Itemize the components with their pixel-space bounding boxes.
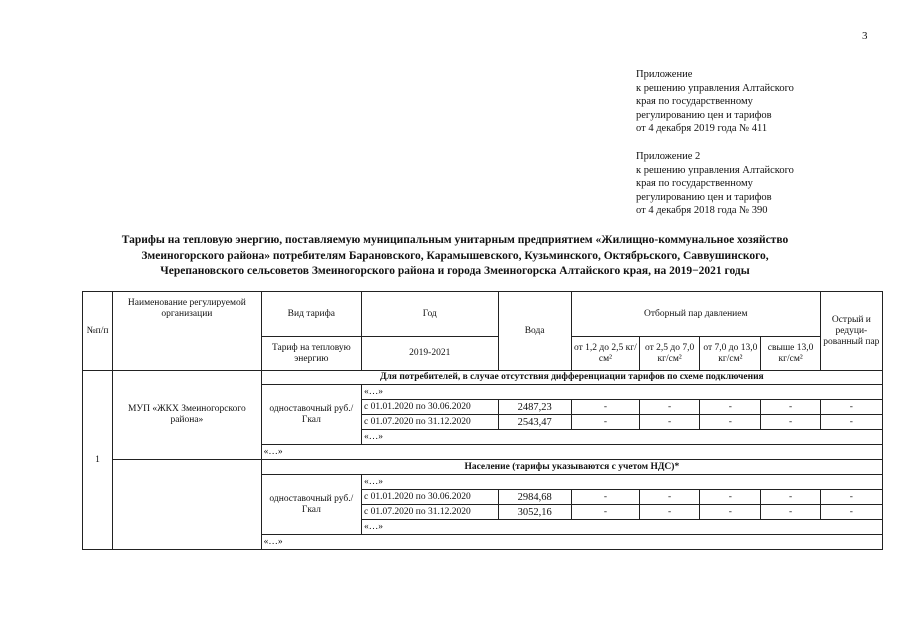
dash-cell: - <box>820 505 882 520</box>
ellipsis-row: «…» <box>362 430 883 445</box>
dash-cell: - <box>571 505 639 520</box>
appendix-2-line: Приложение 2 <box>636 151 701 162</box>
tariff-unit: одноставочный руб./Гкал <box>261 475 361 535</box>
title-line: Змеиногорского района» потребителям Барановского, Карамышевского, Кузьминского, Октябрьского, Саввушинского, <box>141 249 769 262</box>
dash-cell: - <box>700 505 761 520</box>
tariff-table <box>82 291 883 550</box>
dash-cell: - <box>820 490 882 505</box>
dash-cell: - <box>571 400 639 415</box>
header-year: Год <box>362 292 499 337</box>
appendix-2-line: регулированию цен и тарифов <box>636 191 772 203</box>
header-water: Вода <box>498 292 571 371</box>
water-value: 2984,68 <box>498 490 571 505</box>
appendix-2-line: к решению управления Алтайского <box>636 164 794 176</box>
row-number: 1 <box>83 371 113 550</box>
dash-cell: - <box>640 505 700 520</box>
header-org: Наименование регулируемой организации <box>113 292 262 371</box>
dash-cell: - <box>571 490 639 505</box>
appendix-1-line: регулированию цен и тарифов <box>636 109 772 121</box>
ellipsis-row: «…» <box>261 535 882 550</box>
appendix-1-block <box>636 68 794 136</box>
appendix-1-line: от 4 декабря 2019 года № 411 <box>636 123 768 135</box>
dash-cell: - <box>700 400 761 415</box>
ellipsis-row: «…» <box>362 475 883 490</box>
dash-cell: - <box>640 415 700 430</box>
appendix-2-block <box>636 150 794 218</box>
header-steam-col-4: свыше 13,0 кг/см² <box>761 337 820 371</box>
dash-cell: - <box>640 490 700 505</box>
section-title: Население (тарифы указываются с учетом НДС)* <box>261 460 882 475</box>
dash-cell: - <box>761 490 820 505</box>
dash-cell: - <box>761 400 820 415</box>
period-cell: с 01.01.2020 по 30.06.2020 <box>362 400 499 415</box>
appendix-1-line: к решению управления Алтайского <box>636 82 794 94</box>
title-line: Тарифы на тепловую энергию, поставляемую муниципальным унитарным предприятием «Жилищно-коммунальное хозяйство <box>121 234 789 246</box>
ellipsis-row: «…» <box>362 385 883 400</box>
org-name-blank <box>113 460 262 550</box>
org-name: МУП «ЖКХ Змеиногорского района» <box>113 371 262 460</box>
title-line: Черепановского сельсоветов Змеиногорского района и города Змеиногорска Алтайского края, на 2019−2021 годы <box>160 265 750 277</box>
period-cell: с 01.01.2020 по 30.06.2020 <box>362 490 499 505</box>
header-steam: Отборный пар давлением <box>571 292 820 337</box>
dash-cell: - <box>700 415 761 430</box>
dash-cell: - <box>761 415 820 430</box>
header-num: №п/п <box>83 292 113 371</box>
water-value: 2487,23 <box>498 400 571 415</box>
appendix-1-line: Приложение <box>636 69 693 80</box>
water-value: 3052,16 <box>498 505 571 520</box>
header-steam-col-1: от 1,2 до 2,5 кг/см² <box>571 337 639 371</box>
dash-cell: - <box>571 415 639 430</box>
header-steam-col-3: от 7,0 до 13,0 кг/см² <box>700 337 761 371</box>
document-title <box>70 233 840 280</box>
dash-cell: - <box>820 415 882 430</box>
appendix-2-line: от 4 декабря 2018 года № 390 <box>636 205 768 217</box>
dash-cell: - <box>761 505 820 520</box>
appendix-2-line: края по государственному <box>636 178 753 190</box>
section-title: Для потребителей, в случае отсутствия дифференциации тарифов по схеме подключения <box>261 371 882 385</box>
ellipsis-row: «…» <box>261 445 882 460</box>
dash-cell: - <box>820 400 882 415</box>
header-years-range: 2019-2021 <box>362 337 499 371</box>
water-value: 2543,47 <box>498 415 571 430</box>
tariff-unit: одноставочный руб./Гкал <box>261 385 361 445</box>
dash-cell: - <box>700 490 761 505</box>
header-sharp-steam: Острый и редуци-рованный пар <box>820 292 882 371</box>
appendix-1-line: края по государственному <box>636 96 753 108</box>
period-cell: с 01.07.2020 по 31.12.2020 <box>362 415 499 430</box>
header-tariff-type: Вид тарифа <box>261 292 361 337</box>
ellipsis-row: «…» <box>362 520 883 535</box>
page-number: 3 <box>862 30 868 42</box>
period-cell: с 01.07.2020 по 31.12.2020 <box>362 505 499 520</box>
header-steam-col-2: от 2,5 до 7,0 кг/см² <box>640 337 700 371</box>
header-tariff-for: Тариф на тепловую энергию <box>261 337 361 371</box>
dash-cell: - <box>640 400 700 415</box>
